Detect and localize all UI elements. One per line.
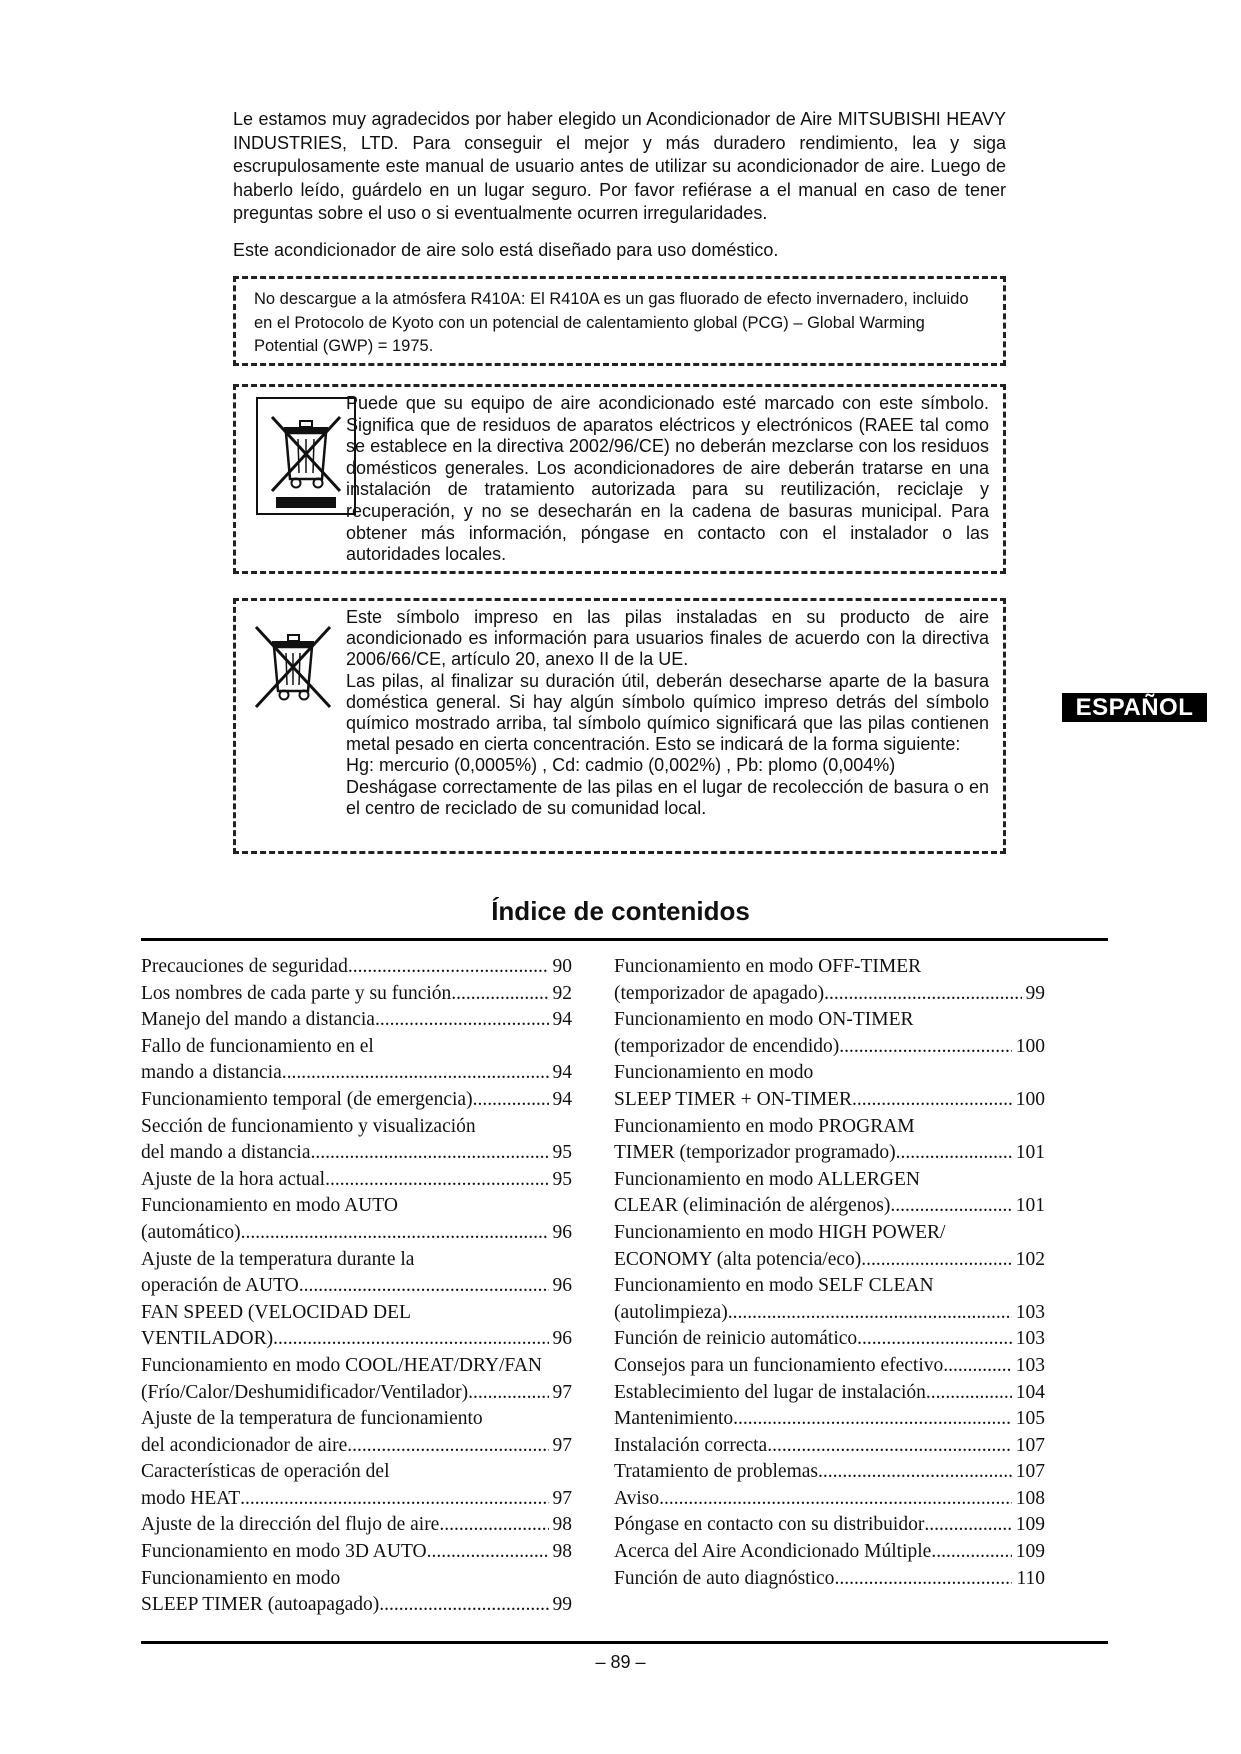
toc-leader-dots — [325, 1167, 548, 1194]
toc-entry-page: 104 — [1015, 1381, 1045, 1403]
toc-entry — [614, 1060, 1045, 1087]
toc-entry-page: 99 — [1025, 982, 1045, 1004]
weee-notice-paragraph: Puede que su equipo de aire acondicionado esté marcado con este símbolo. Significa que de residuos de aparatos eléctricos y electrónicos (RAEE tal como se establece en la directiva 2002/96/CE) no deberán mezclarse con los residuos domésticos generales. Los acondicionadores de aire deberán tratarse en una instalación de tratamiento autorizada para su reutilización, reciclaje y recuperación, y no se desecharán en la cadena de basuras municipal. Para obtener más información, póngase en contacto con el instalador o las autoridades locales. — [346, 393, 989, 565]
toc-entry-page: 110 — [1016, 1567, 1045, 1589]
toc-leader-dots — [347, 1433, 548, 1460]
toc-leader-dots — [931, 1539, 1011, 1566]
weee-notice-text — [346, 393, 989, 566]
weee-notice-box — [233, 384, 1006, 574]
intro-paragraph — [233, 108, 1006, 226]
toc-entry — [141, 981, 572, 1008]
toc-entry-text: Póngase en contacto con su distribuidor — [614, 1514, 925, 1536]
domestic-use-note: Este acondicionador de aire solo está diseñado para uso doméstico. — [233, 240, 779, 260]
toc-entry-text: Funcionamiento en modo ON-TIMER — [614, 1009, 914, 1031]
toc-entry-text: (autolimpieza) — [614, 1301, 728, 1323]
toc-entry — [141, 1353, 572, 1380]
battery-notice-p3: Hg: mercurio (0,0005%) , Cd: cadmio (0,002%) , Pb: plomo (0,004%) — [346, 755, 896, 776]
toc-entry — [614, 1486, 1045, 1513]
toc-entry-page: 94 — [552, 1088, 572, 1110]
toc-entry-text: (temporizador de encendido) — [614, 1035, 840, 1057]
intro-text: Le estamos muy agradecidos por haber elegido un Acondicionador de Aire MITSUBISHI HEAVY INDUSTRIES, LTD. Para conseguir el mejor y más duradero rendimiento, lea y siga escrupulosamente este manual de usuario antes de utilizar su acondicionador de aire. Luego de haberlo leído, guárdelo en un lugar seguro. Por favor refiérase a el manual en caso de tener preguntas sobre el uso o si eventualmente ocurren irregularidades. — [233, 109, 1006, 223]
toc-left-column — [141, 954, 572, 1619]
toc-right-column — [614, 954, 1045, 1592]
toc-entry-page: 108 — [1015, 1487, 1045, 1509]
toc-entry — [614, 1087, 1045, 1114]
toc-entry-page: 97 — [552, 1381, 572, 1403]
toc-entry — [614, 1433, 1045, 1460]
toc-entry — [614, 1539, 1045, 1566]
toc-leader-dots — [379, 1592, 548, 1619]
toc-leader-dots — [473, 1087, 549, 1114]
toc-entry-page: 103 — [1015, 1354, 1045, 1376]
battery-notice-p4: Deshágase correctamente de las pilas en el lugar de recolección de basura o en el centro de reciclado de su comunidad local. — [346, 776, 989, 818]
toc-entry-text: (Frío/Calor/Deshumidificador/Ventilador) — [141, 1381, 469, 1403]
toc-entry-text: FAN SPEED (VELOCIDAD DEL — [141, 1301, 411, 1323]
toc-entry-text: Ajuste de la dirección del flujo de aire — [141, 1514, 440, 1536]
toc-entry-text: Funcionamiento en modo PROGRAM — [614, 1115, 915, 1137]
toc-entry — [614, 1007, 1045, 1034]
toc-entry-page: 103 — [1015, 1301, 1045, 1323]
toc-entry — [614, 1300, 1045, 1327]
toc-entry-page: 95 — [552, 1142, 572, 1164]
toc-entry-page: 101 — [1015, 1142, 1045, 1164]
toc-entry — [141, 1566, 572, 1593]
toc-leader-dots — [824, 981, 1021, 1008]
toc-entry-page: 98 — [552, 1514, 572, 1536]
toc-entry — [614, 1193, 1045, 1220]
toc-leader-dots — [273, 1326, 548, 1353]
toc-entry — [614, 1034, 1045, 1061]
toc-entry-page: 101 — [1015, 1195, 1045, 1217]
toc-entry — [141, 1273, 572, 1300]
toc-entry-page: 99 — [552, 1594, 572, 1616]
toc-title: Índice de contenidos — [491, 896, 750, 926]
language-tab: ESPAÑOL — [1062, 693, 1207, 722]
weee-bin-icon — [256, 397, 356, 520]
toc-entry — [614, 1566, 1045, 1593]
toc-entry — [141, 1592, 572, 1619]
toc-entry-text: Funcionamiento en modo — [614, 1062, 814, 1084]
toc-entry — [141, 1167, 572, 1194]
toc-entry — [141, 1380, 572, 1407]
toc-entry-text: (temporizador de apagado) — [614, 982, 825, 1004]
toc-entry-text: Aviso — [614, 1487, 660, 1509]
toc-leader-dots — [924, 1512, 1011, 1539]
toc-leader-dots — [890, 1193, 1011, 1220]
toc-entry-text: ECONOMY (alta potencia/eco) — [614, 1248, 862, 1270]
toc-leader-dots — [282, 1060, 549, 1087]
toc-leader-dots — [241, 1220, 549, 1247]
toc-entry-page: 109 — [1015, 1514, 1045, 1536]
toc-entry — [614, 1220, 1045, 1247]
toc-leader-dots — [896, 1140, 1012, 1167]
toc-top-rule — [141, 938, 1108, 941]
toc-entry-text: Fallo de funcionamiento en el — [141, 1035, 374, 1057]
toc-entry-page: 100 — [1015, 1088, 1045, 1110]
toc-entry-text: Funcionamiento en modo COOL/HEAT/DRY/FAN — [141, 1354, 542, 1376]
toc-entry-text: SLEEP TIMER (autoapagado) — [141, 1594, 380, 1616]
toc-entry-page: 103 — [1015, 1328, 1045, 1350]
toc-entry-page: 98 — [552, 1541, 572, 1563]
toc-leader-dots — [852, 1087, 1012, 1114]
refrigerant-notice-box — [233, 276, 1006, 366]
toc-leader-dots — [427, 1539, 549, 1566]
toc-leader-dots — [310, 1140, 548, 1167]
toc-leader-dots — [733, 1406, 1012, 1433]
toc-entry — [141, 1087, 572, 1114]
toc-entry-text: Acerca del Aire Acondicionado Múltiple — [614, 1541, 932, 1563]
toc-entry — [614, 1114, 1045, 1141]
toc-leader-dots — [818, 1459, 1012, 1486]
toc-entry — [141, 954, 572, 981]
toc-entry-text: del acondicionador de aire — [141, 1434, 348, 1456]
toc-entry-text: Funcionamiento en modo ALLERGEN — [614, 1168, 921, 1190]
toc-entry-text: Funcionamiento en modo OFF-TIMER — [614, 956, 922, 977]
toc-entry — [141, 1512, 572, 1539]
toc-leader-dots — [439, 1512, 548, 1539]
toc-entry-text: SLEEP TIMER + ON-TIMER — [614, 1088, 852, 1110]
toc-leader-dots — [861, 1247, 1011, 1274]
toc-entry — [614, 1406, 1045, 1433]
toc-entry — [141, 1459, 572, 1486]
toc-entry — [614, 981, 1045, 1008]
toc-entry-text: mando a distancia — [141, 1062, 282, 1084]
toc-entry-page: 107 — [1015, 1461, 1045, 1483]
toc-entry — [614, 1247, 1045, 1274]
toc-entry — [141, 1034, 572, 1061]
toc-entry — [614, 1353, 1045, 1380]
toc-entry — [141, 1247, 572, 1274]
toc-entry-text: modo HEAT — [141, 1487, 241, 1509]
battery-notice-p1: Este símbolo impreso en las pilas instaladas en su producto de aire acondicionado es información para usuarios finales de acuerdo con la directiva 2006/66/CE, artículo 20, anexo II de la UE. — [346, 607, 989, 670]
toc-entry-text: Consejos para un funcionamiento efectivo — [614, 1354, 944, 1376]
toc-entry-text: Sección de funcionamiento y visualización — [141, 1115, 476, 1137]
toc-entry — [141, 1406, 572, 1433]
toc-entry-page: 97 — [552, 1434, 572, 1456]
toc-entry-text: Funcionamiento en modo SELF CLEAN — [614, 1275, 934, 1297]
toc-entry-page: 107 — [1015, 1434, 1045, 1456]
toc-entry-text: Funcionamiento en modo AUTO — [141, 1195, 398, 1217]
toc-entry — [614, 1459, 1045, 1486]
toc-leader-dots — [926, 1380, 1012, 1407]
toc-entry-page: 94 — [552, 1062, 572, 1084]
toc-entry-text: (automático) — [141, 1221, 241, 1243]
toc-leader-dots — [299, 1273, 549, 1300]
toc-entry-page: 105 — [1015, 1408, 1045, 1430]
toc-entry-text: Ajuste de la temperatura durante la — [141, 1248, 415, 1270]
toc-leader-dots — [943, 1353, 1012, 1380]
toc-entry-text: Instalación correcta — [614, 1434, 768, 1456]
toc-entry-page: 92 — [552, 982, 572, 1004]
toc-entry-text: Ajuste de la hora actual — [141, 1168, 326, 1190]
toc-leader-dots — [348, 954, 549, 981]
toc-entry-text: TIMER (temporizador programado) — [614, 1142, 896, 1164]
toc-entry-page: 90 — [552, 956, 572, 977]
toc-entry — [614, 1512, 1045, 1539]
toc-entry — [614, 954, 1045, 981]
toc-entry-page: 94 — [552, 1009, 572, 1031]
toc-leader-dots — [767, 1433, 1012, 1460]
toc-leader-dots — [728, 1300, 1012, 1327]
toc-entry-page: 96 — [552, 1328, 572, 1350]
toc-entry-page: 95 — [552, 1168, 572, 1190]
toc-entry — [141, 1300, 572, 1327]
toc-entry-page: 96 — [552, 1275, 572, 1297]
toc-entry-text: Los nombres de cada parte y su función — [141, 982, 452, 1004]
toc-entry — [141, 1220, 572, 1247]
toc-entry-text: VENTILADOR) — [141, 1328, 274, 1350]
toc-entry — [141, 1007, 572, 1034]
toc-entry — [141, 1060, 572, 1087]
toc-entry-text: Mantenimiento — [614, 1408, 734, 1430]
toc-entry — [141, 1539, 572, 1566]
toc-entry — [614, 1380, 1045, 1407]
toc-entry — [614, 1140, 1045, 1167]
toc-leader-dots — [839, 1034, 1012, 1061]
toc-entry-text: Ajuste de la temperatura de funcionamiento — [141, 1408, 483, 1430]
battery-notice-box — [233, 598, 1006, 854]
toc-entry — [614, 1326, 1045, 1353]
toc-entry-text: CLEAR (eliminación de alérgenos) — [614, 1195, 891, 1217]
toc-leader-dots — [468, 1380, 548, 1407]
page-number: – 89 – — [595, 1652, 646, 1672]
toc-entry-text: Funcionamiento en modo 3D AUTO — [141, 1541, 427, 1563]
toc-entry-text: Tratamiento de problemas — [614, 1461, 818, 1483]
toc-entry — [141, 1433, 572, 1460]
toc-leader-dots — [659, 1486, 1012, 1513]
battery-notice-text — [346, 607, 989, 819]
toc-entry-text: Funcionamiento en modo HIGH POWER/ — [614, 1221, 946, 1243]
toc-entry-text: Características de operación del — [141, 1461, 390, 1483]
battery-notice-p2: Las pilas, al finalizar su duración útil, deberán desecharse aparte de la basura doméstica general. Si hay algún símbolo químico impreso detrás del símbolo químico mostrado arriba, tal símbolo químico significará que las pilas contienen metal pesado en cierta concentración. Esto se indicará de la forma siguiente: — [346, 670, 989, 755]
toc-leader-dots — [240, 1486, 548, 1513]
toc-bottom-rule — [141, 1641, 1108, 1644]
toc-leader-dots — [375, 1007, 549, 1034]
toc-entry-text: Funcionamiento temporal (de emergencia) — [141, 1088, 473, 1110]
toc-leader-dots — [857, 1326, 1012, 1353]
toc-entry-page: 109 — [1015, 1541, 1045, 1563]
toc-entry — [141, 1193, 572, 1220]
toc-entry-text: Precauciones de seguridad — [141, 956, 348, 977]
toc-entry-text: Establecimiento del lugar de instalación — [614, 1381, 926, 1403]
toc-entry — [141, 1486, 572, 1513]
toc-entry-text: Manejo del mando a distancia — [141, 1009, 375, 1031]
toc-leader-dots — [451, 981, 548, 1008]
toc-leader-dots — [834, 1566, 1012, 1593]
toc-entry-page: 96 — [552, 1221, 572, 1243]
toc-entry-text: Función de reinicio automático — [614, 1328, 858, 1350]
toc-entry — [141, 1140, 572, 1167]
toc-entry-page: 100 — [1015, 1035, 1045, 1057]
toc-entry — [614, 1167, 1045, 1194]
toc-entry-page: 97 — [552, 1487, 572, 1509]
toc-entry-text: operación de AUTO — [141, 1275, 299, 1297]
toc-entry-text: del mando a distancia — [141, 1142, 311, 1164]
toc-entry — [141, 1326, 572, 1353]
toc-entry-text: Función de auto diagnóstico — [614, 1567, 835, 1589]
toc-entry-page: 102 — [1015, 1248, 1045, 1270]
toc-entry-text: Funcionamiento en modo — [141, 1567, 341, 1589]
refrigerant-notice-text: No descargue a la atmósfera R410A: El R410A es un gas fluorado de efecto invernadero, incluido en el Protocolo de Kyoto con un potencial de calentamiento global (PCG) – Global Warming Potential (GWP) = 1975. — [254, 290, 969, 355]
toc-entry — [141, 1114, 572, 1141]
toc-entry — [614, 1273, 1045, 1300]
battery-bin-icon — [248, 619, 338, 716]
